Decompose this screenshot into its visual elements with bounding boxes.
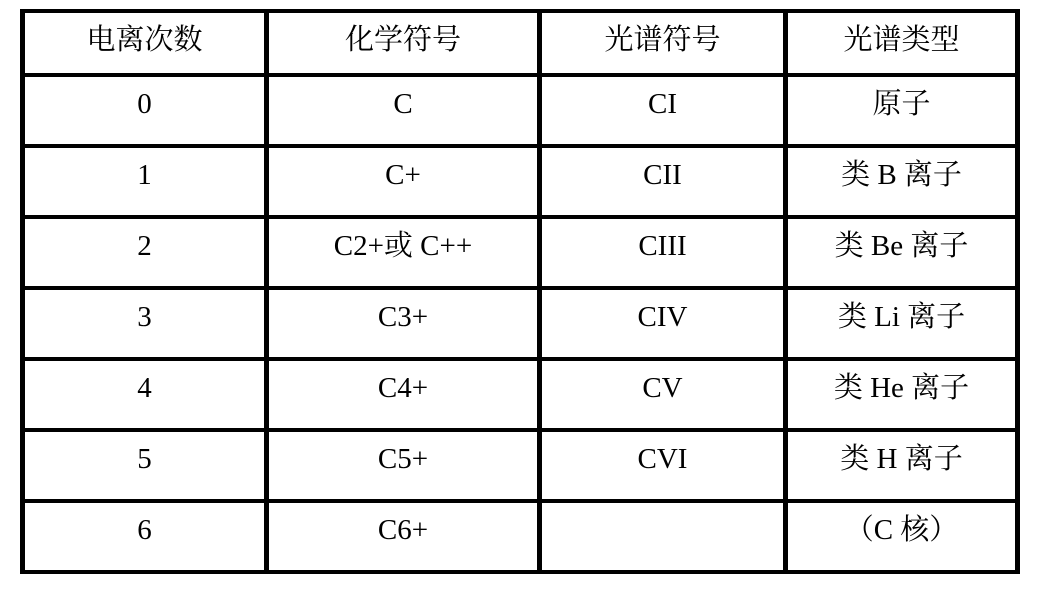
table-cell: CVI [540,430,786,501]
table-cell: CII [540,146,786,217]
table-cell: C3+ [267,288,540,359]
table-cell: 类 H 离子 [786,430,1018,501]
header-row [23,11,1018,75]
table-row [23,359,1018,430]
table-cell: CIV [540,288,786,359]
table-row [23,288,1018,359]
table-cell: C [267,75,540,146]
column-header-ionization-count: 电离次数 [23,11,267,75]
table-cell: C5+ [267,430,540,501]
table-cell: 0 [23,75,267,146]
table-cell: 原子 [786,75,1018,146]
table-cell: 2 [23,217,267,288]
table-cell: C4+ [267,359,540,430]
table-cell: C+ [267,146,540,217]
table-cell: CV [540,359,786,430]
table-cell: 类 Li 离子 [786,288,1018,359]
table-cell: 类 Be 离子 [786,217,1018,288]
table-cell: 5 [23,430,267,501]
ionization-spectra-table [20,9,1020,574]
table-cell: CIII [540,217,786,288]
table-cell: 3 [23,288,267,359]
table-row [23,217,1018,288]
table-cell: C2+或 C++ [267,217,540,288]
column-header-spectral-symbol: 光谱符号 [540,11,786,75]
table-row [23,75,1018,146]
table-cell: （C 核） [786,501,1018,572]
table-row [23,430,1018,501]
table-row [23,501,1018,572]
table-cell: C6+ [267,501,540,572]
column-header-spectral-type: 光谱类型 [786,11,1018,75]
column-header-chemical-symbol: 化学符号 [267,11,540,75]
table-cell: 类 B 离子 [786,146,1018,217]
table-cell: CI [540,75,786,146]
table-cell: 类 He 离子 [786,359,1018,430]
table-cell: 1 [23,146,267,217]
table-row [23,146,1018,217]
table-cell: 4 [23,359,267,430]
table-cell [540,501,786,572]
table-cell: 6 [23,501,267,572]
